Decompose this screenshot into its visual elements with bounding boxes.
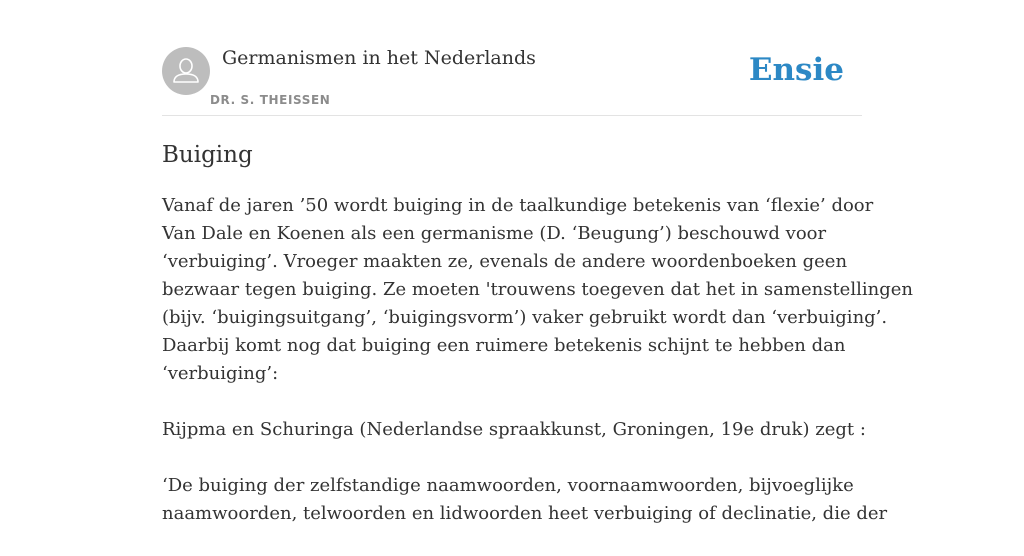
paragraph-line: Vanaf de jaren ’50 wordt buiging in de taalkundige betekenis van ‘flexie’ door [162, 195, 874, 216]
user-avatar-icon[interactable] [162, 47, 210, 95]
paragraph-line: Van Dale en Koenen als een germanisme (D. ‘Beugung’) beschouwd voor [162, 223, 827, 244]
paragraph-line: Rijpma en Schuringa (Nederlandse spraakkunst, Groningen, 19e druk) zegt : [162, 419, 866, 440]
document-header [162, 46, 862, 116]
paragraph-line: bezwaar tegen buiging. Ze moeten 'trouwens toegeven dat het in samenstellingen [162, 279, 913, 300]
book-title[interactable]: Germanismen in het Nederlands [222, 47, 536, 69]
paragraph-line: Daarbij komt nog dat buiging een ruimere betekenis schijnt te hebben dan [162, 335, 846, 356]
paragraph-line: (bijv. ‘buigingsuitgang’, ‘buigingsvorm’) vaker gebruikt wordt dan ‘verbuiging’. [162, 307, 888, 328]
article-heading: Buiging [162, 142, 253, 168]
paragraph-line: ‘verbuiging’. Vroeger maakten ze, evenals de andere woordenboeken geen [162, 251, 848, 272]
paragraph-line: ‘De buiging der zelfstandige naamwoorden, voornaamwoorden, bijvoeglijke [162, 475, 854, 496]
article-body [162, 192, 913, 556]
article-paragraph [162, 416, 866, 444]
article-paragraph [162, 192, 913, 388]
author-name[interactable]: DR. S. THEISSEN [210, 93, 331, 107]
article-paragraph [162, 472, 888, 528]
ensie-logo[interactable]: Ensie [748, 52, 844, 88]
paragraph-line: ‘verbuiging’: [162, 363, 279, 384]
paragraph-line: naamwoorden, telwoorden en lidwoorden heet verbuiging of declinatie, die der [162, 503, 888, 524]
